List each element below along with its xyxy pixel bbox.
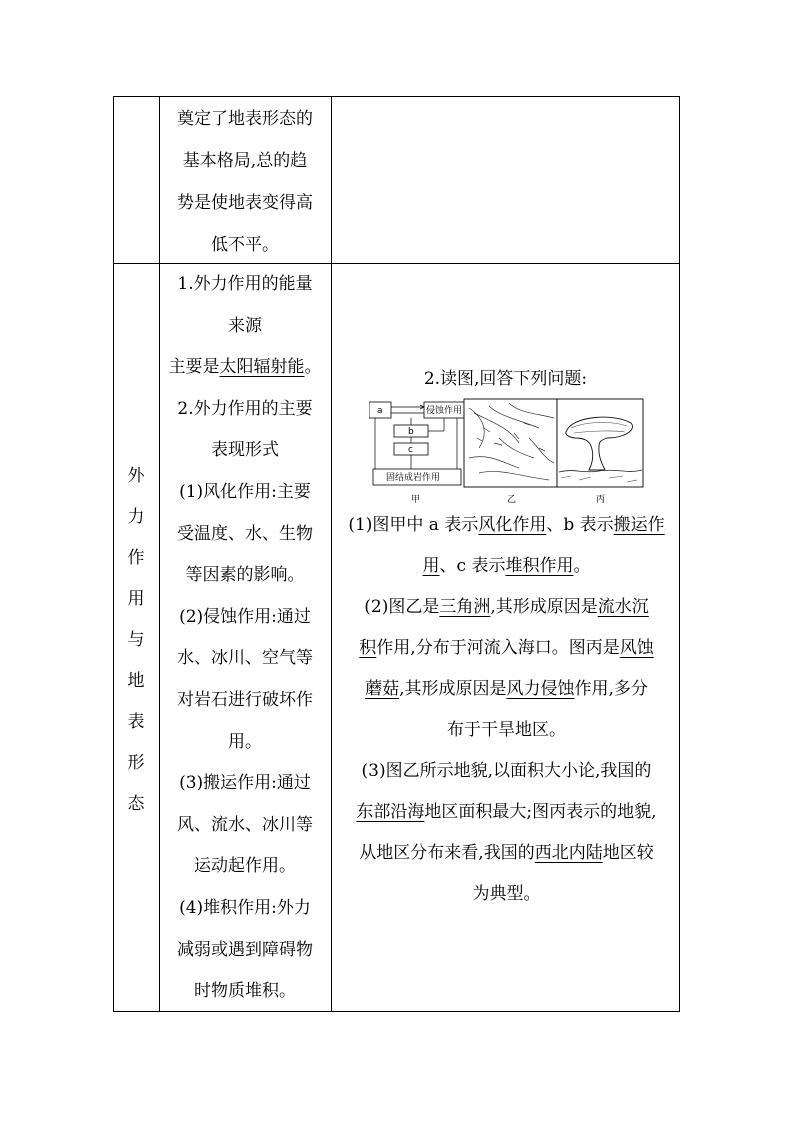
row1-middle-cell [160,98,330,266]
answer-blank: 流水沉 [597,597,649,617]
text-line: 水、冰川、空气等 [177,648,313,669]
answer-line: 为典型。 [472,884,541,904]
text-line: (3)搬运作用:通过 [179,773,311,794]
question-title [333,358,678,400]
title-char: 态 [127,794,145,814]
answer-line: (3)图乙所示地貌,以面积大小论,我国的 [361,761,652,781]
box-lithification-label: 固结成岩作用 [386,473,441,483]
answer-blank: 风化作用 [478,515,547,535]
answer-blank: 搬运作 [613,515,665,535]
answer-blank: 太阳辐射能 [219,357,305,378]
figure-label-jia: 甲 [411,495,421,505]
table-top-border [113,96,680,97]
text-line: 对岩石进行破坏作 [177,689,313,710]
text-line: 风、流水、冰川等 [177,814,313,835]
geomorphology-figure [369,398,645,506]
text-line: (2)侵蚀作用:通过 [179,606,311,627]
text-line: 1.外力作用的能量 [177,274,313,294]
delta-image [464,399,557,487]
title-char: 形 [127,753,145,773]
question-heading: 2.读图,回答下列问题: [423,369,588,389]
answer-line: 积作用,分布于河流入海口。图丙是风蚀 [359,638,654,658]
text-line: 来源 [228,315,262,336]
text-line: 减弱或遇到障碍物 [177,939,313,960]
answer-line: 从地区分布来看,我国的西北内陆地区较 [359,843,654,863]
answer-blank: 用 [422,556,440,576]
title-char: 作 [127,548,145,568]
title-char: 力 [127,507,145,527]
box-a-label: a [377,406,383,416]
title-char: 表 [127,712,145,732]
answer-blank: 风力侵蚀 [506,679,575,699]
box-erosion-label: 侵蚀作用 [426,406,463,416]
text-line: 时物质堆积。 [194,981,296,1002]
text-line: 奠定了地表形态的 [177,109,313,129]
figure-label-bing: 丙 [596,495,606,505]
figure-label-yi: 乙 [507,495,517,505]
table-right-border [679,96,680,1012]
text-line: 受温度、水、生物 [177,523,313,544]
text-line: (1)风化作用:主要 [179,481,311,502]
title-char: 地 [127,671,145,691]
text-line: 表现形式 [211,440,279,461]
answer-blank: 蘑菇 [365,679,400,699]
box-b-label: b [408,427,414,437]
answer-line: (1)图甲中 a 表示风化作用、b 表示搬运作 [348,515,665,535]
text-line: 用。 [228,731,262,752]
answer-blank: 风蚀 [619,638,654,658]
text-line: (4)堆积作用:外力 [179,897,311,918]
title-char: 用 [127,589,145,609]
answer-line: 东部沿海地区面积最大;图丙表示的地貌, [356,802,657,822]
answer-line: 蘑菇,其形成原因是风力侵蚀作用,多分 [365,679,648,699]
row2-title-cell [113,456,159,825]
row2-middle-cell [160,264,330,1013]
answer-blank: 三角洲 [439,597,491,617]
title-char: 与 [127,630,145,650]
text-line: 2.外力作用的主要 [177,398,313,419]
answer-line: (2)图乙是三角洲,其形成原因是流水沉 [364,597,649,617]
text-line: 低不平。 [211,235,279,255]
box-c-label: c [408,445,413,455]
text-line: 等因素的影响。 [185,565,305,586]
text-line: 主要是太阳辐射能。 [168,357,322,378]
text-line: 运动起作用。 [194,856,296,877]
answer-blank: 西北内陆 [534,843,603,863]
answers-block [334,505,679,915]
answer-blank: 堆积作用 [505,556,574,576]
text-line: 基本格局,总的趋 [182,151,308,171]
answer-blank: 积 [359,638,377,658]
answer-blank: 东部沿海 [356,802,425,822]
column-divider-2 [331,96,332,1012]
answer-line: 布于干旱地区。 [447,720,566,740]
text-line: 势是使地表变得高 [177,193,313,213]
title-char: 外 [127,466,145,486]
answer-line: 用、c 表示堆积作用。 [422,556,591,576]
